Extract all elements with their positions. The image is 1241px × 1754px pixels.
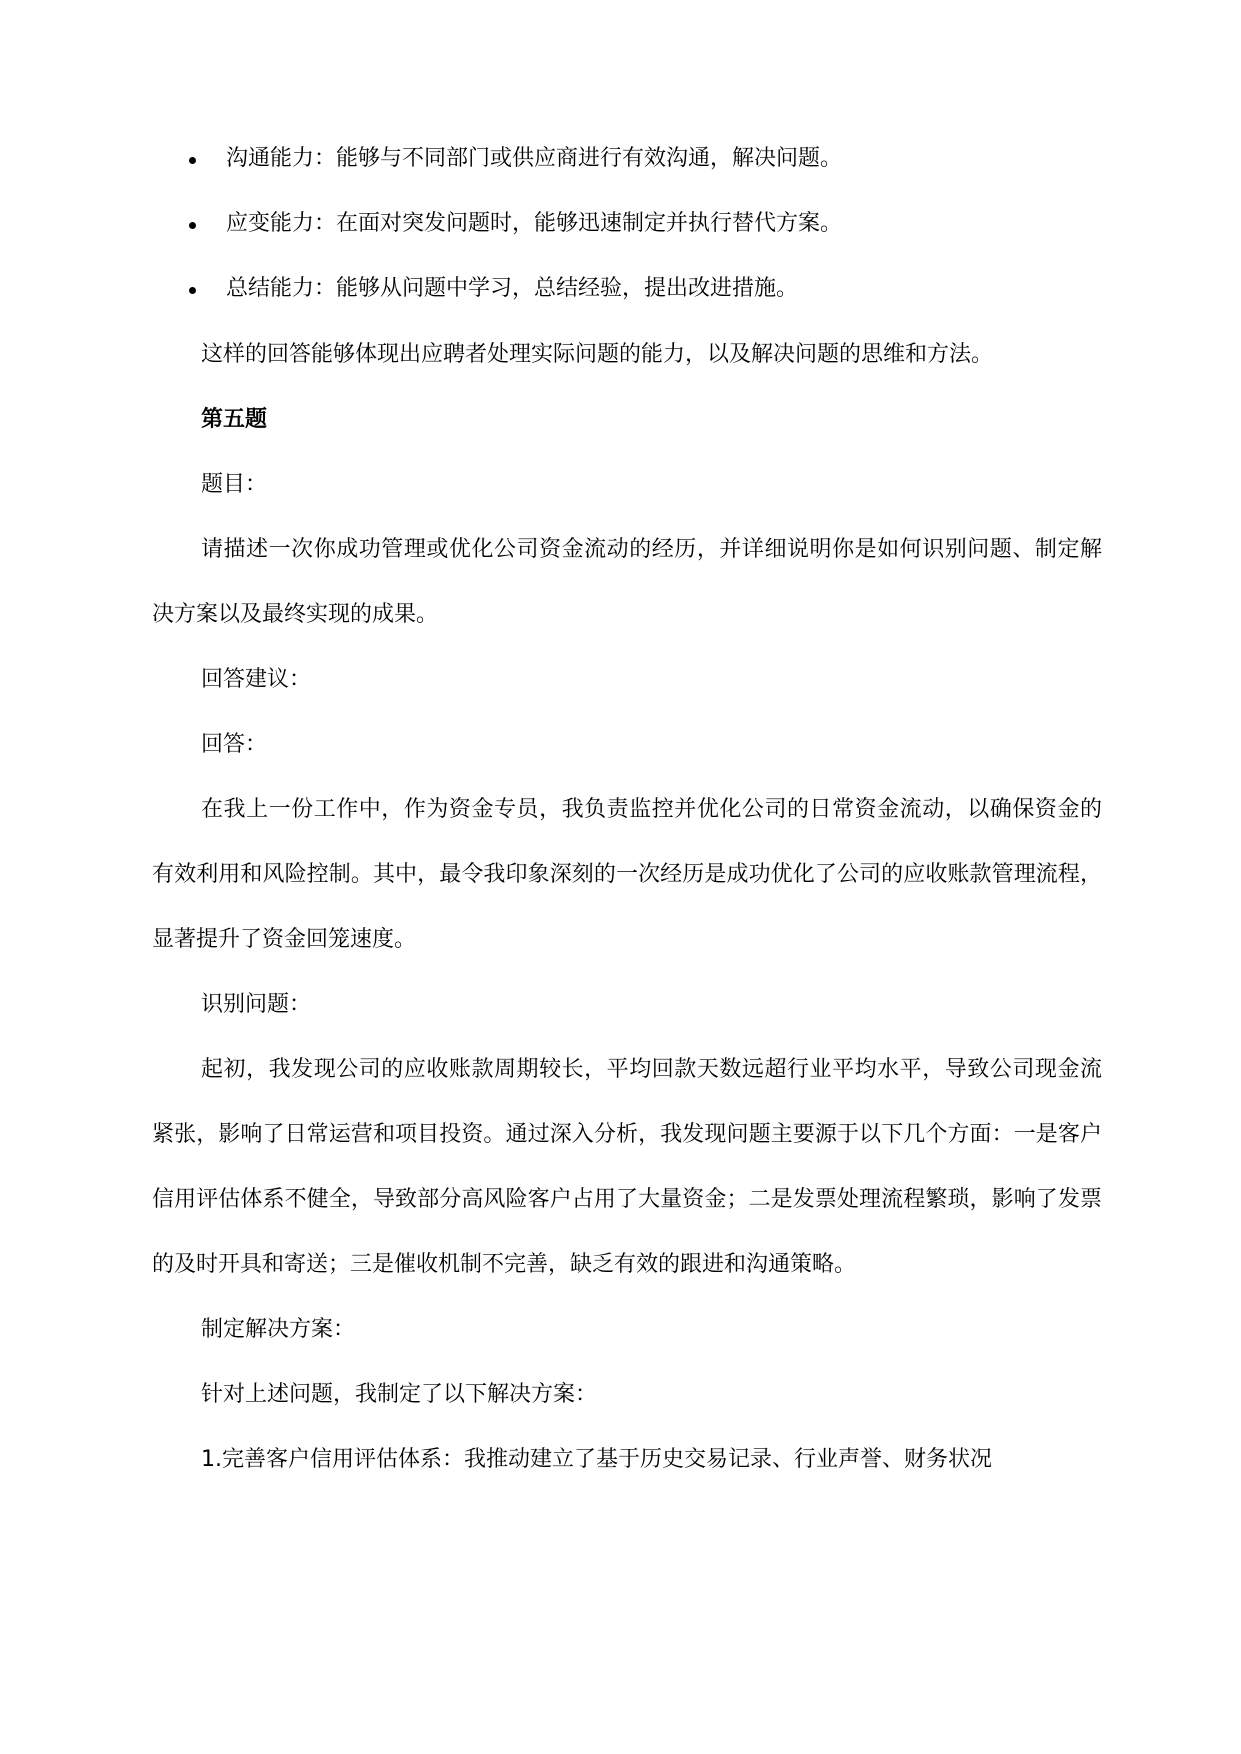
summary-paragraph: 这样的回答能够体现出应聘者处理实际问题的能力，以及解决问题的思维和方法。 [201, 342, 994, 367]
list-item [152, 142, 1102, 176]
solution-label: 制定解决方案： [201, 1317, 356, 1342]
list-item-text: 总结能力：能够从问题中学习，总结经验，提出改进措施。 [226, 276, 799, 301]
bullet-icon [189, 157, 196, 164]
bullet-icon [189, 222, 196, 229]
list-item [152, 207, 1102, 241]
solution-intro: 针对上述问题，我制定了以下解决方案： [201, 1382, 598, 1407]
identify-paragraph: 起初，我发现公司的应收账款周期较长，平均回款天数远超行业平均水平，导致公司现金流紧张，影响了日常运营和项目投资。通过深入分析，我发现问题主要源于以下几个方面：一是客户信用评估体系不健全，导致部分高风险客户占用了大量资金；二是发票处理流程繁琐，影响了发票的及时开具和寄送；三是催收机制不完善，缺乏有效的跟进和沟通策略。 [152, 1057, 1102, 1277]
answer-intro-paragraph: 在我上一份工作中，作为资金专员，我负责监控并优化公司的日常资金流动，以确保资金的有效利用和风险控制。其中，最令我印象深刻的一次经历是成功优化了公司的应收账款管理流程，显著提升了资金回笼速度。 [152, 797, 1102, 952]
list-item [152, 272, 1102, 306]
advice-label: 回答建议： [201, 667, 312, 692]
solution-item-text: 完善客户信用评估体系：我推动建立了基于历史交易记录、行业声誉、财务状况 [222, 1447, 993, 1472]
bullet-icon [189, 287, 196, 294]
list-item-text: 应变能力：在面对突发问题时，能够迅速制定并执行替代方案。 [226, 211, 843, 236]
identify-label: 识别问题： [201, 992, 312, 1017]
ability-list [152, 142, 1102, 306]
answer-label: 回答： [201, 732, 268, 757]
question-paragraph: 请描述一次你成功管理或优化公司资金流动的经历，并详细说明你是如何识别问题、制定解决方案以及最终实现的成果。 [152, 537, 1102, 627]
section-title: 第五题 [201, 407, 268, 432]
solution-item-number: 1. [201, 1447, 222, 1472]
list-item-text: 沟通能力：能够与不同部门或供应商进行有效沟通，解决问题。 [226, 146, 843, 171]
solution-item-1 [152, 1427, 1102, 1492]
question-label: 题目： [201, 472, 268, 497]
document-body [152, 142, 1102, 1492]
